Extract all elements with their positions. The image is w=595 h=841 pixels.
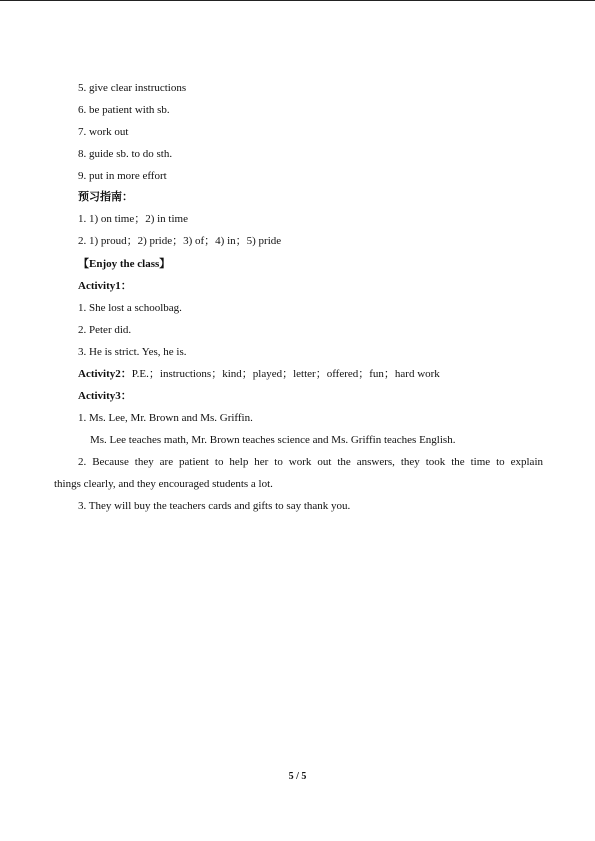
phrase-item-5: 5. give clear instructions [78, 82, 187, 94]
preview-guide-heading: 预习指南： [78, 191, 133, 203]
phrase-item-8: 8. guide sb. to do sth. [78, 148, 173, 160]
activity1-item-1: 1. She lost a schoolbag. [78, 302, 182, 314]
activity3-item-1: 1. Ms. Lee, Mr. Brown and Ms. Griffin. [78, 412, 253, 424]
activity2-label: Activity2： [78, 368, 132, 380]
activity1-item-2: 2. Peter did. [78, 324, 132, 336]
activity3-item-3: 3. They will buy the teachers cards and gifts to say thank you. [78, 500, 351, 512]
phrase-item-9: 9. put in more effort [78, 170, 167, 182]
activity3-item-2-line-2: things clearly, and they encouraged students a lot. [54, 478, 273, 490]
activity3-label: Activity3： [78, 390, 132, 402]
activity2-row [78, 367, 440, 381]
page-number: 5 / 5 [288, 771, 307, 782]
preview-guide-line-1: 1. 1) on time；2) in time [78, 213, 188, 225]
activity3-item-1-detail: Ms. Lee teaches math, Mr. Brown teaches science and Ms. Griffin teaches English. [90, 434, 456, 446]
phrase-item-7: 7. work out [78, 126, 129, 138]
enjoy-the-class-heading: 【Enjoy the class】 [78, 258, 171, 270]
activity1-item-3: 3. He is strict. Yes, he is. [78, 346, 187, 358]
activity1-label: Activity1： [78, 280, 132, 292]
activity3-item-2-line-1: 2. Because they are patient to help her to work out the answers, they took the time to explain [78, 456, 543, 468]
activity2-answers: P.E.；instructions；kind；played；letter；offered；fun；hard work [131, 368, 440, 380]
preview-guide-line-2: 2. 1) proud；2) pride；3) of；4) in；5) pride [78, 235, 282, 247]
phrase-item-6: 6. be patient with sb. [78, 104, 170, 116]
top-border-line [0, 0, 595, 1]
